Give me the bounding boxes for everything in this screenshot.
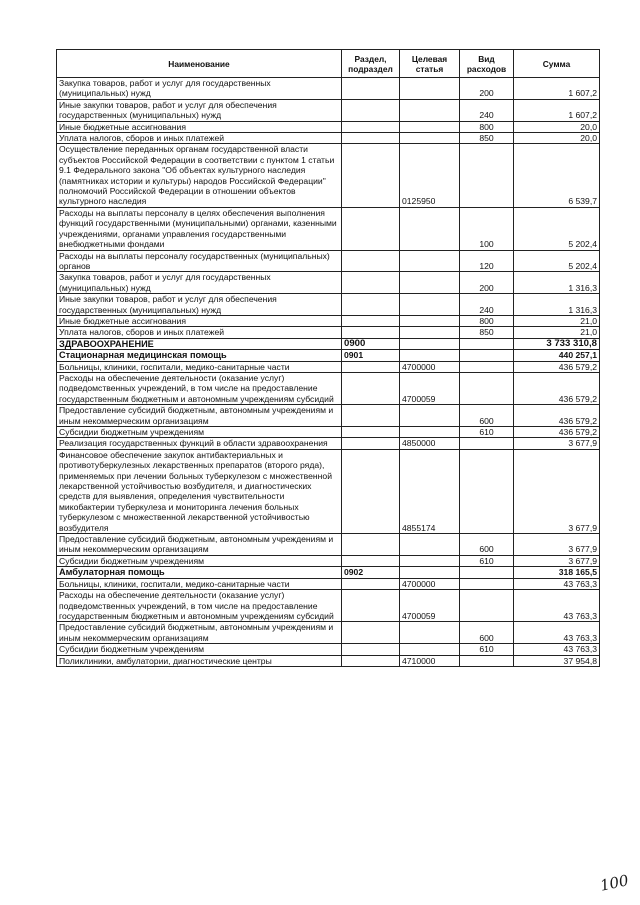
table-row [57, 327, 600, 338]
row-name-cell: Закупка товаров, работ и услуг для государственных (муниципальных) нужд [57, 272, 342, 294]
row-name-cell: Реализация государственных функций в области здравоохранения [57, 438, 342, 449]
row-kind-cell: 240 [460, 294, 514, 316]
row-kind-cell: 240 [460, 99, 514, 121]
row-sum-cell: 37 954,8 [514, 655, 600, 666]
row-kind-cell: 610 [460, 427, 514, 438]
row-target-cell [400, 294, 460, 316]
row-sum-cell: 43 763,3 [514, 590, 600, 622]
row-section-cell: 0901 [342, 350, 400, 361]
row-target-cell [400, 250, 460, 272]
row-target-cell [400, 350, 460, 361]
row-section-cell [342, 578, 400, 589]
row-name-cell: Иные бюджетные ассигнования [57, 121, 342, 132]
table-row [57, 655, 600, 666]
row-section-cell [342, 449, 400, 533]
row-kind-cell [460, 590, 514, 622]
table-row [57, 438, 600, 449]
row-kind-cell [460, 655, 514, 666]
header-kind: Вид расходов [460, 50, 514, 78]
row-sum-cell: 436 579,2 [514, 405, 600, 427]
row-kind-cell [460, 361, 514, 372]
row-kind-cell: 610 [460, 644, 514, 655]
row-kind-cell [460, 144, 514, 207]
row-section-cell [342, 99, 400, 121]
row-sum-cell: 436 579,2 [514, 361, 600, 372]
row-kind-cell: 120 [460, 250, 514, 272]
table-row [57, 644, 600, 655]
row-sum-cell: 20,0 [514, 121, 600, 132]
row-sum-cell: 43 763,3 [514, 578, 600, 589]
row-name-cell: Расходы на обеспечение деятельности (оказание услуг) подведомственных учреждений, в том числе на предоставление государственным бюджетным и автономным учреждениям субсидий [57, 372, 342, 404]
row-sum-cell: 436 579,2 [514, 372, 600, 404]
row-name-cell: Расходы на выплаты персоналу в целях обеспечения выполнения функций государственными (муниципальными) органами, казенными учреждениями, органами управления государственными внебюджетными фондами [57, 207, 342, 250]
row-sum-cell: 440 257,1 [514, 350, 600, 361]
table-row [57, 250, 600, 272]
row-sum-cell: 21,0 [514, 327, 600, 338]
row-name-cell: Закупка товаров, работ и услуг для государственных (муниципальных) нужд [57, 78, 342, 100]
row-kind-cell [460, 438, 514, 449]
row-section-cell: 0902 [342, 567, 400, 578]
row-target-cell: 0125950 [400, 144, 460, 207]
row-kind-cell [460, 338, 514, 349]
row-section-cell [342, 144, 400, 207]
row-target-cell [400, 555, 460, 566]
table-row [57, 622, 600, 644]
row-name-cell: Предоставление субсидий бюджетным, автономным учреждениям и иным некоммерческим организациям [57, 622, 342, 644]
row-target-cell [400, 272, 460, 294]
row-sum-cell: 1 316,3 [514, 294, 600, 316]
table-row [57, 133, 600, 144]
table-row [57, 534, 600, 556]
row-name-cell: Финансовое обеспечение закупок антибактериальных и противотуберкулезных лекарственных препаратов (второго ряда), применяемых при лечении больных туберкулезом с множественной лекарственной устойчивостью возбудителя, и диагностических средств для выявления, определения чувствительности микобактерии туберкулеза и мониторинга лечения больных туберкулезом с множественной лекарственной устойчивостью возбудителя [57, 449, 342, 533]
row-section-cell: 0900 [342, 338, 400, 349]
row-sum-cell: 43 763,3 [514, 622, 600, 644]
table-row [57, 405, 600, 427]
row-section-cell [342, 438, 400, 449]
row-section-cell [342, 294, 400, 316]
table-row [57, 272, 600, 294]
row-sum-cell: 3 677,9 [514, 449, 600, 533]
table-row [57, 207, 600, 250]
row-name-cell: Субсидии бюджетным учреждениям [57, 555, 342, 566]
row-kind-cell: 200 [460, 272, 514, 294]
row-target-cell [400, 405, 460, 427]
row-name-cell: ЗДРАВООХРАНЕНИЕ [57, 338, 342, 349]
row-sum-cell: 5 202,4 [514, 250, 600, 272]
table-row [57, 350, 600, 361]
row-sum-cell: 3 677,9 [514, 438, 600, 449]
row-kind-cell [460, 449, 514, 533]
row-target-cell [400, 644, 460, 655]
row-section-cell [342, 250, 400, 272]
row-name-cell: Стационарная медицинская помощь [57, 350, 342, 361]
row-sum-cell: 1 607,2 [514, 99, 600, 121]
row-kind-cell: 850 [460, 327, 514, 338]
row-section-cell [342, 534, 400, 556]
row-section-cell [342, 121, 400, 132]
table-row [57, 578, 600, 589]
row-kind-cell: 600 [460, 534, 514, 556]
row-target-cell [400, 534, 460, 556]
row-name-cell: Иные бюджетные ассигнования [57, 315, 342, 326]
row-target-cell [400, 78, 460, 100]
table-row [57, 590, 600, 622]
row-target-cell: 4700000 [400, 361, 460, 372]
row-name-cell: Уплата налогов, сборов и иных платежей [57, 327, 342, 338]
table-row [57, 361, 600, 372]
row-target-cell [400, 327, 460, 338]
header-name: Наименование [57, 50, 342, 78]
table-row [57, 372, 600, 404]
row-target-cell [400, 427, 460, 438]
table-row [57, 121, 600, 132]
table-row [57, 338, 600, 349]
row-section-cell [342, 315, 400, 326]
row-kind-cell: 800 [460, 315, 514, 326]
row-name-cell: Предоставление субсидий бюджетным, автономным учреждениям и иным некоммерческим организациям [57, 534, 342, 556]
row-target-cell [400, 99, 460, 121]
row-kind-cell: 600 [460, 405, 514, 427]
table-row [57, 294, 600, 316]
row-target-cell [400, 133, 460, 144]
row-section-cell [342, 590, 400, 622]
row-name-cell: Больницы, клиники, госпитали, медико-санитарные части [57, 361, 342, 372]
table-row [57, 427, 600, 438]
row-target-cell: 4700059 [400, 590, 460, 622]
row-name-cell: Расходы на выплаты персоналу государственных (муниципальных) органов [57, 250, 342, 272]
table-row [57, 315, 600, 326]
table-row [57, 449, 600, 533]
row-name-cell: Иные закупки товаров, работ и услуг для обеспечения государственных (муниципальных) нужд [57, 99, 342, 121]
row-target-cell: 4700000 [400, 578, 460, 589]
table-body [57, 78, 600, 667]
row-name-cell: Поликлиники, амбулатории, диагностические центры [57, 655, 342, 666]
row-section-cell [342, 272, 400, 294]
row-kind-cell [460, 578, 514, 589]
row-name-cell: Уплата налогов, сборов и иных платежей [57, 133, 342, 144]
row-section-cell [342, 427, 400, 438]
row-kind-cell [460, 372, 514, 404]
row-target-cell: 4850000 [400, 438, 460, 449]
row-name-cell: Субсидии бюджетным учреждениям [57, 644, 342, 655]
row-kind-cell: 850 [460, 133, 514, 144]
row-sum-cell: 1 607,2 [514, 78, 600, 100]
row-sum-cell: 1 316,3 [514, 272, 600, 294]
row-section-cell [342, 327, 400, 338]
row-kind-cell: 800 [460, 121, 514, 132]
row-sum-cell: 43 763,3 [514, 644, 600, 655]
row-sum-cell: 20,0 [514, 133, 600, 144]
row-section-cell [342, 405, 400, 427]
row-name-cell: Предоставление субсидий бюджетным, автономным учреждениям и иным некоммерческим организациям [57, 405, 342, 427]
row-section-cell [342, 372, 400, 404]
row-kind-cell [460, 350, 514, 361]
row-sum-cell: 436 579,2 [514, 427, 600, 438]
row-target-cell [400, 622, 460, 644]
row-sum-cell: 6 539,7 [514, 144, 600, 207]
row-target-cell [400, 338, 460, 349]
table-row [57, 144, 600, 207]
row-name-cell: Субсидии бюджетным учреждениям [57, 427, 342, 438]
row-section-cell [342, 555, 400, 566]
row-target-cell [400, 121, 460, 132]
row-sum-cell: 3 677,9 [514, 534, 600, 556]
row-kind-cell: 100 [460, 207, 514, 250]
row-kind-cell: 610 [460, 555, 514, 566]
table-row [57, 567, 600, 578]
row-name-cell: Осуществление переданных органам государственной власти субъектов Российской Федерации в соответствии с пунктом 1 статьи 9.1 Федерального закона "Об объектах культурного наследия (памятниках истории и культуры) народов Российской Федерации" полномочий Российской Федерации в отношении объектов культурного наследия [57, 144, 342, 207]
table-row [57, 555, 600, 566]
row-name-cell: Больницы, клиники, госпитали, медико-санитарные части [57, 578, 342, 589]
row-target-cell [400, 315, 460, 326]
row-target-cell [400, 207, 460, 250]
row-sum-cell: 5 202,4 [514, 207, 600, 250]
row-section-cell [342, 133, 400, 144]
table-header-row [57, 50, 600, 78]
row-section-cell [342, 622, 400, 644]
row-section-cell [342, 207, 400, 250]
row-sum-cell: 318 165,5 [514, 567, 600, 578]
row-kind-cell [460, 567, 514, 578]
row-section-cell [342, 361, 400, 372]
row-target-cell: 4700059 [400, 372, 460, 404]
row-sum-cell: 21,0 [514, 315, 600, 326]
row-section-cell [342, 644, 400, 655]
row-sum-cell: 3 733 310,8 [514, 338, 600, 349]
header-section: Раздел, подраздел [342, 50, 400, 78]
row-target-cell: 4855174 [400, 449, 460, 533]
header-sum: Сумма [514, 50, 600, 78]
header-target: Целевая статья [400, 50, 460, 78]
row-section-cell [342, 78, 400, 100]
table-row [57, 78, 600, 100]
row-kind-cell: 600 [460, 622, 514, 644]
row-sum-cell: 3 677,9 [514, 555, 600, 566]
row-name-cell: Иные закупки товаров, работ и услуг для обеспечения государственных (муниципальных) нужд [57, 294, 342, 316]
row-name-cell: Расходы на обеспечение деятельности (оказание услуг) подведомственных учреждений, в том числе на предоставление государственным бюджетным и автономным учреждениям субсидий [57, 590, 342, 622]
row-section-cell [342, 655, 400, 666]
page-number: 100 [598, 871, 631, 895]
row-kind-cell: 200 [460, 78, 514, 100]
row-name-cell: Амбулаторная помощь [57, 567, 342, 578]
table-row [57, 99, 600, 121]
row-target-cell: 4710000 [400, 655, 460, 666]
row-target-cell [400, 567, 460, 578]
budget-table [56, 49, 600, 667]
